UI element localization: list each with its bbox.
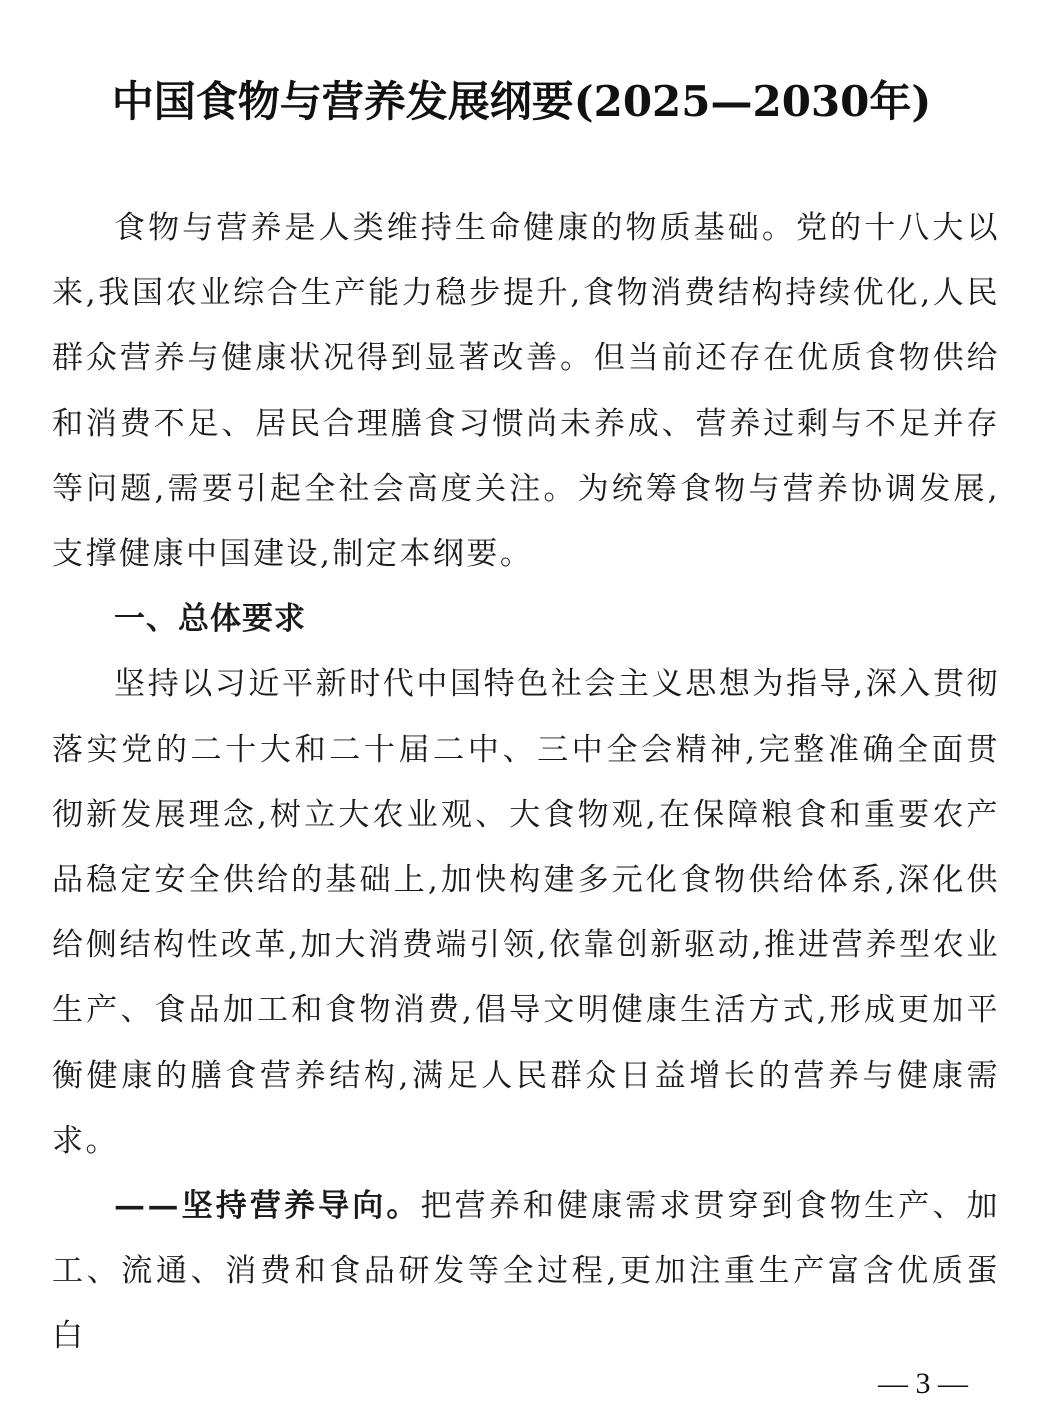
general-requirements-paragraph: 坚持以习近平新时代中国特色社会主义思想为指导,深入贯彻落实党的二十大和二十届二中、三中全会精神,完整准确全面贯彻新发展理念,树立大农业观、大食物观,在保障粮食和重要农产品稳定安全供给的基础上,加快构建多元化食物供给体系,深化供给侧结构性改革,加大消费端引领,依靠创新驱动,推进营养型农业生产、食品加工和食物消费,倡导文明健康生活方式,形成更加平衡健康的膳食营养结构,满足人民群众日益增长的营养与健康需求。 xyxy=(52,666,1000,1159)
page-number: — 3 — xyxy=(878,1367,968,1400)
document-body xyxy=(52,196,1000,1370)
section-heading-general-requirements: 一、总体要求 xyxy=(114,601,306,638)
principle-lead: ——坚持营养导向。 xyxy=(114,1188,421,1225)
principle-text: 把营养和健康需求贯穿到食物生产、加工、流通、消费和食品研发等全过程,更加注重生产富含优质蛋白 xyxy=(52,1188,1000,1355)
intro-paragraph: 食物与营养是人类维持生命健康的物质基础。党的十八大以来,我国农业综合生产能力稳步提升,食物消费结构持续优化,人民群众营养与健康状况得到显著改善。但当前还存在优质食物供给和消费不足、居民合理膳食习惯尚未养成、营养过剩与不足并存等问题,需要引起全社会高度关注。为统筹食物与营养协调发展,支撑健康中国建设,制定本纲要。 xyxy=(52,210,1000,573)
principle-paragraph-nutrition-oriented xyxy=(52,1174,1000,1370)
page-title: 中国食物与营养发展纲要(2025—2030年) xyxy=(111,77,932,126)
